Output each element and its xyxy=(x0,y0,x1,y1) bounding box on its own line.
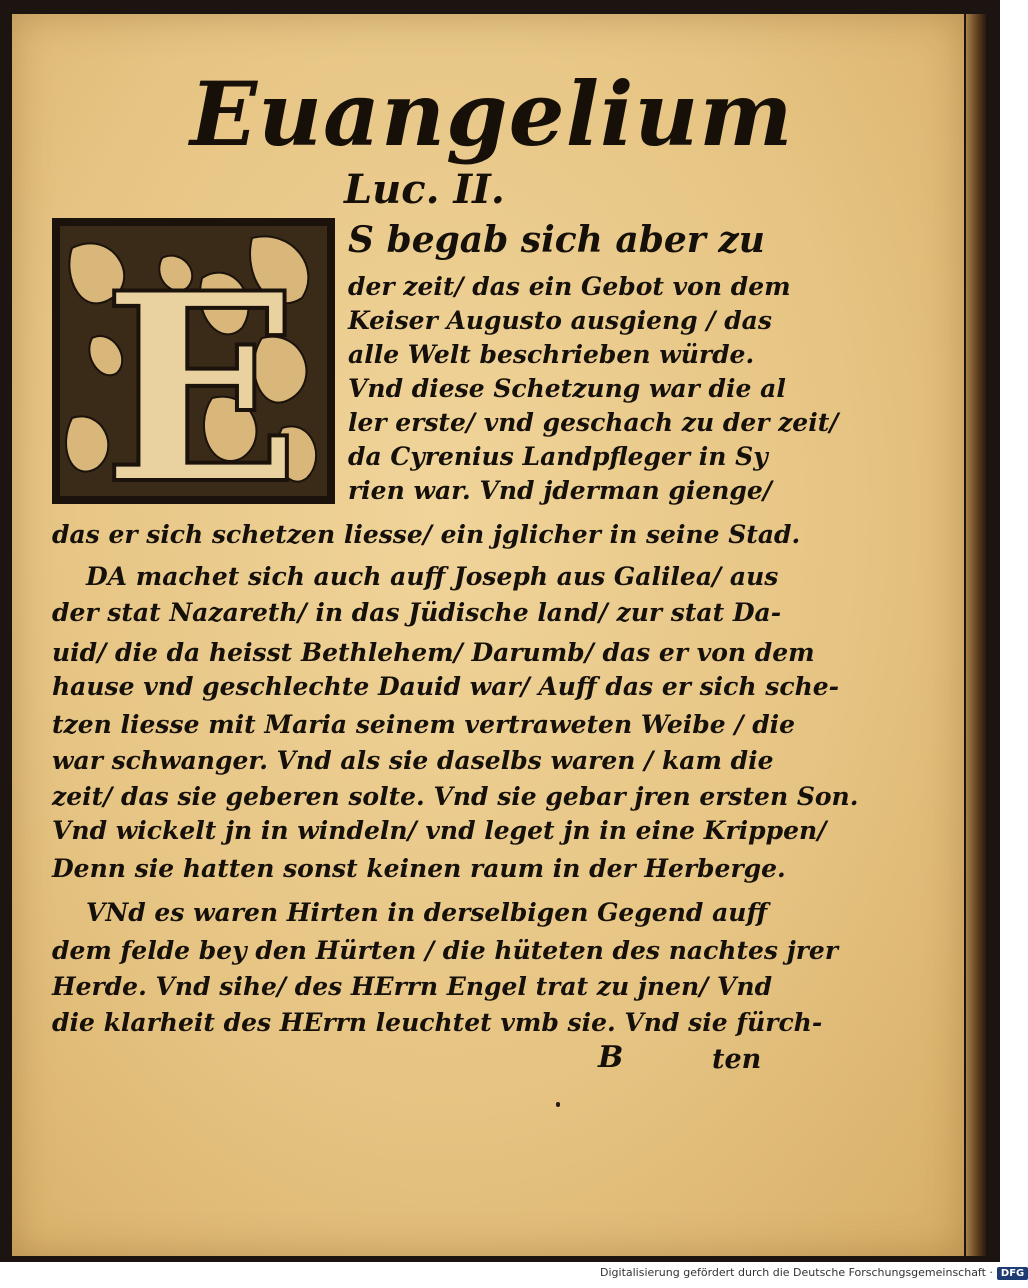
footer-text: Digitalisierung gefördert durch die Deutsche Forschungsgemeinschaft · xyxy=(600,1266,993,1279)
text-line: DA machet sich auch auff Joseph aus Galilea/ aus xyxy=(86,562,779,591)
dfg-logo: DFG xyxy=(997,1267,1028,1280)
text-line: war schwanger. Vnd als sie daselbs waren / kam die xyxy=(52,746,774,775)
text-line: hause vnd geschlechte Dauid war/ Auff das er sich sche- xyxy=(52,672,840,701)
footer-credit xyxy=(600,1266,1028,1280)
catchword: ten xyxy=(712,1044,762,1075)
text-line: zeit/ das sie geberen solte. Vnd sie gebar jren ersten Son. xyxy=(52,782,859,811)
text-line: da Cyrenius Landpfleger in Sy xyxy=(348,442,768,471)
text-line: Vnd diese Schetzung war die al xyxy=(348,374,786,403)
ink-speck xyxy=(556,1102,560,1107)
page-edge xyxy=(966,14,986,1256)
text-line: der zeit/ das ein Gebot von dem xyxy=(348,272,791,301)
text-line: alle Welt beschrieben würde. xyxy=(348,340,755,369)
text-line: uid/ die da heisst Bethlehem/ Darumb/ das er von dem xyxy=(52,638,815,667)
signature-mark: B xyxy=(598,1040,624,1075)
text-line: Keiser Augusto ausgieng / das xyxy=(348,306,772,335)
text-line: ler erste/ vnd geschach zu der zeit/ xyxy=(348,408,839,437)
initial-letter: E xyxy=(102,237,301,542)
text-line: dem felde bey den Hürten / die hüteten des nachtes jrer xyxy=(52,936,838,965)
decorated-initial-e xyxy=(52,218,335,542)
text-line: das er sich schetzen liesse/ ein jglicher in seine Stad. xyxy=(52,520,801,549)
chapter-heading: Luc. II. xyxy=(344,166,505,213)
text-line: die klarheit des HErrn leuchtet vmb sie. Vnd sie fürch- xyxy=(52,1008,823,1037)
page-title: Euangelium xyxy=(190,62,794,166)
text-line: S begab sich aber zu xyxy=(348,219,765,261)
text-line: VNd es waren Hirten in derselbigen Gegend auff xyxy=(86,898,768,927)
text-line: Denn sie hatten sonst keinen raum in der Herberge. xyxy=(52,854,786,883)
text-line: Herde. Vnd sihe/ des HErrn Engel trat zu jnen/ Vnd xyxy=(52,972,773,1001)
text-line: der stat Nazareth/ in das Jüdische land/ zur stat Da- xyxy=(52,598,782,627)
text-line: tzen liesse mit Maria seinem vertraweten Weibe / die xyxy=(52,710,796,739)
text-line: rien war. Vnd jderman gienge/ xyxy=(348,476,772,505)
text-line: Vnd wickelt jn in windeln/ vnd leget jn in eine Krippen/ xyxy=(52,816,827,845)
